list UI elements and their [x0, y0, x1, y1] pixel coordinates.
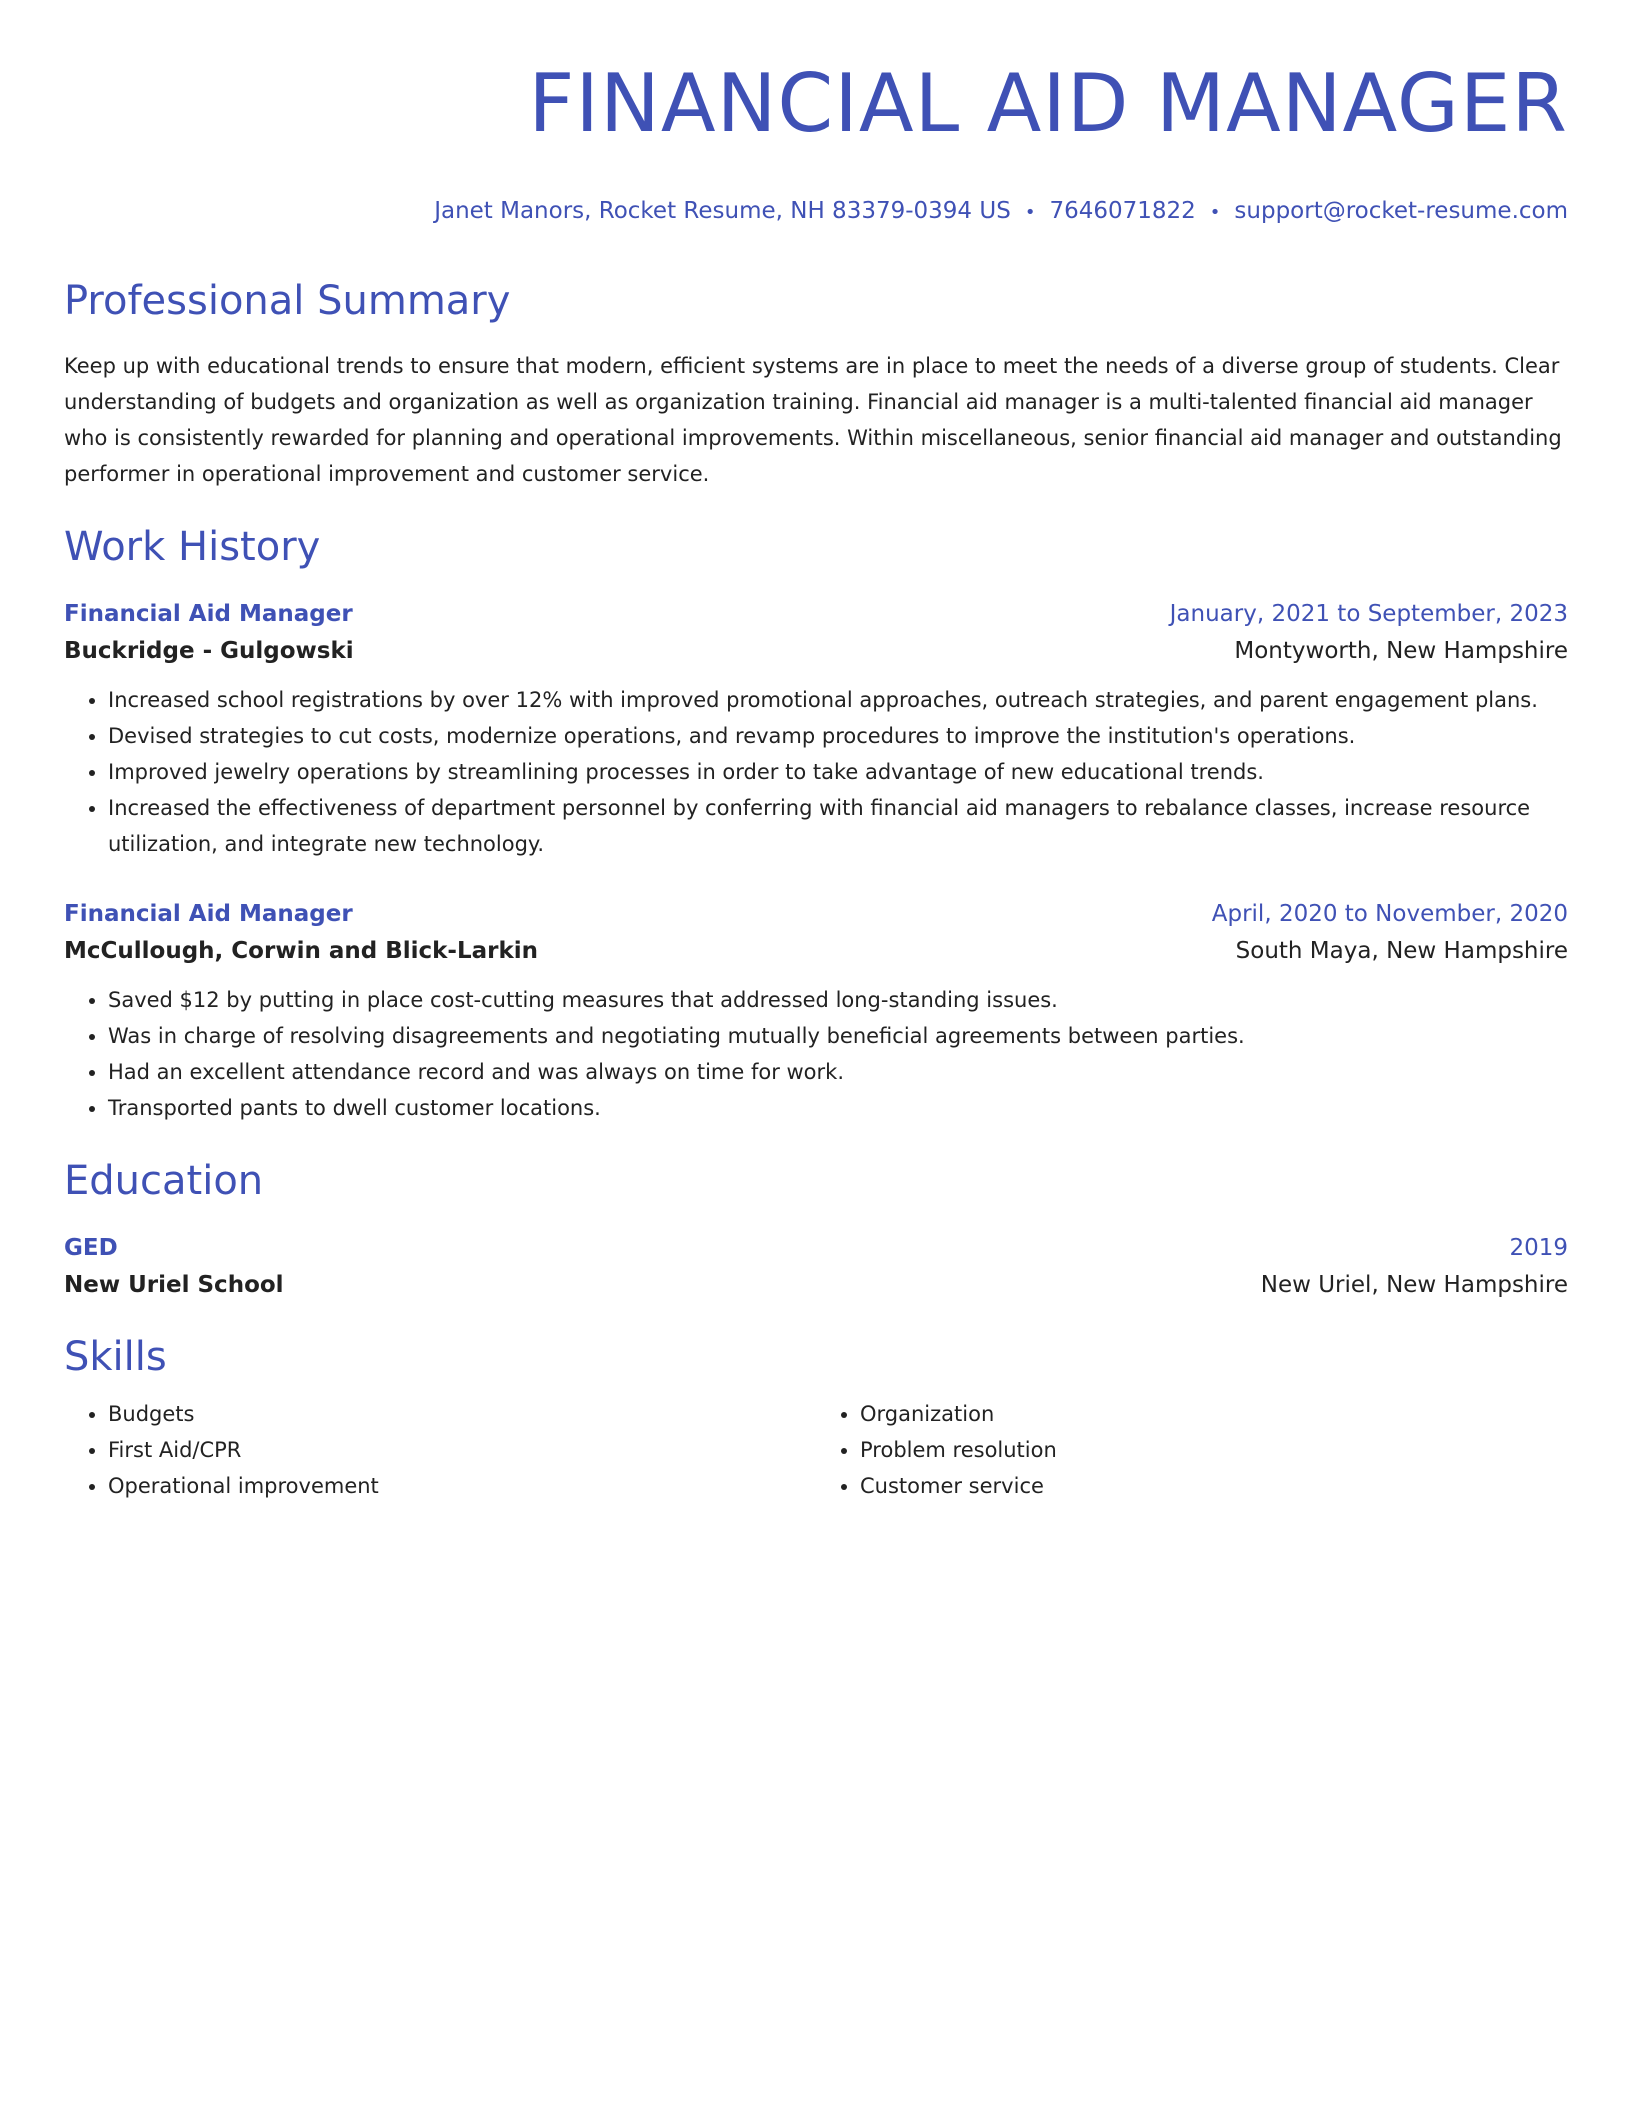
education-entry [64, 1232, 1568, 1302]
work-history-heading: Work History [64, 524, 321, 570]
skill-item: • Operational improvement [108, 1468, 816, 1504]
job-title: Financial Aid Manager [64, 601, 353, 627]
job-company: McCullough, Corwin and Blick-Larkin [64, 938, 539, 964]
skills-list [64, 1396, 1568, 1504]
job-bullet: • Transported pants to dwell customer locations. [108, 1090, 1568, 1126]
skill-item: • Problem resolution [860, 1432, 1568, 1468]
contact-line [64, 196, 1568, 228]
summary-text: Keep up with educational trends to ensure that modern, efficient systems are in place to meet the needs of a diverse group of students. Clear understanding of budgets and organization as well as organization training. Financial aid manager is a multi-talented financial aid manager who is consistently rewarded for planning and operational improvements. Within miscellaneous, senior financial aid manager and outstanding performer in operational improvement and customer service. [64, 354, 1562, 486]
summary-heading: Professional Summary [64, 278, 511, 324]
job-bullet: • Devised strategies to cut costs, modernize operations, and revamp procedures to improve the institution's operations. [108, 718, 1568, 754]
candidate-title: FINANCIAL AID MANAGER [528, 57, 1568, 150]
job-location: Montyworth, New Hampshire [1234, 638, 1568, 664]
skill-item: • First Aid/CPR [108, 1432, 816, 1468]
job-bullet: • Saved $12 by putting in place cost-cutting measures that addressed long-standing issues. [108, 982, 1568, 1018]
education-degree: GED [64, 1235, 118, 1261]
skill-item: • Customer service [860, 1468, 1568, 1504]
job-bullet: • Was in charge of resolving disagreements and negotiating mutually beneficial agreements between parties. [108, 1018, 1568, 1054]
education-heading: Education [64, 1158, 264, 1204]
job-entry [64, 598, 1568, 862]
education-location: New Uriel, New Hampshire [1260, 1272, 1568, 1298]
contact-phone: 7646071822 [1049, 198, 1196, 224]
job-dates: January, 2021 to September, 2023 [1169, 601, 1568, 627]
skills-heading: Skills [64, 1334, 167, 1380]
job-title: Financial Aid Manager [64, 901, 353, 927]
job-company: Buckridge - Gulgowski [64, 638, 354, 664]
skills-column-right [816, 1396, 1568, 1504]
job-bullets [64, 982, 1568, 1126]
skill-item: • Budgets [108, 1396, 816, 1432]
job-dates: April, 2020 to November, 2020 [1211, 901, 1568, 927]
skill-item: • Organization [860, 1396, 1568, 1432]
job-bullets [64, 682, 1568, 862]
contact-separator: • [1024, 202, 1036, 223]
job-bullet: • Had an excellent attendance record and was always on time for work. [108, 1054, 1568, 1090]
job-bullet: • Increased school registrations by over 12% with improved promotional approaches, outreach strategies, and parent engagement plans. [108, 682, 1568, 718]
contact-email: support@rocket-resume.com [1234, 198, 1568, 224]
education-year: 2019 [1509, 1235, 1568, 1261]
job-bullet: • Improved jewelry operations by streamlining processes in order to take advantage of new educational trends. [108, 754, 1568, 790]
skills-column-left [64, 1396, 816, 1504]
contact-separator: • [1209, 202, 1221, 223]
job-location: South Maya, New Hampshire [1235, 938, 1568, 964]
job-entry [64, 898, 1568, 1126]
job-bullet: • Increased the effectiveness of department personnel by conferring with financial aid managers to rebalance classes, increase resource utilization, and integrate new technology. [108, 790, 1568, 862]
contact-address: Janet Manors, Rocket Resume, NH 83379-0394 US [434, 198, 1011, 224]
education-school: New Uriel School [64, 1272, 284, 1298]
